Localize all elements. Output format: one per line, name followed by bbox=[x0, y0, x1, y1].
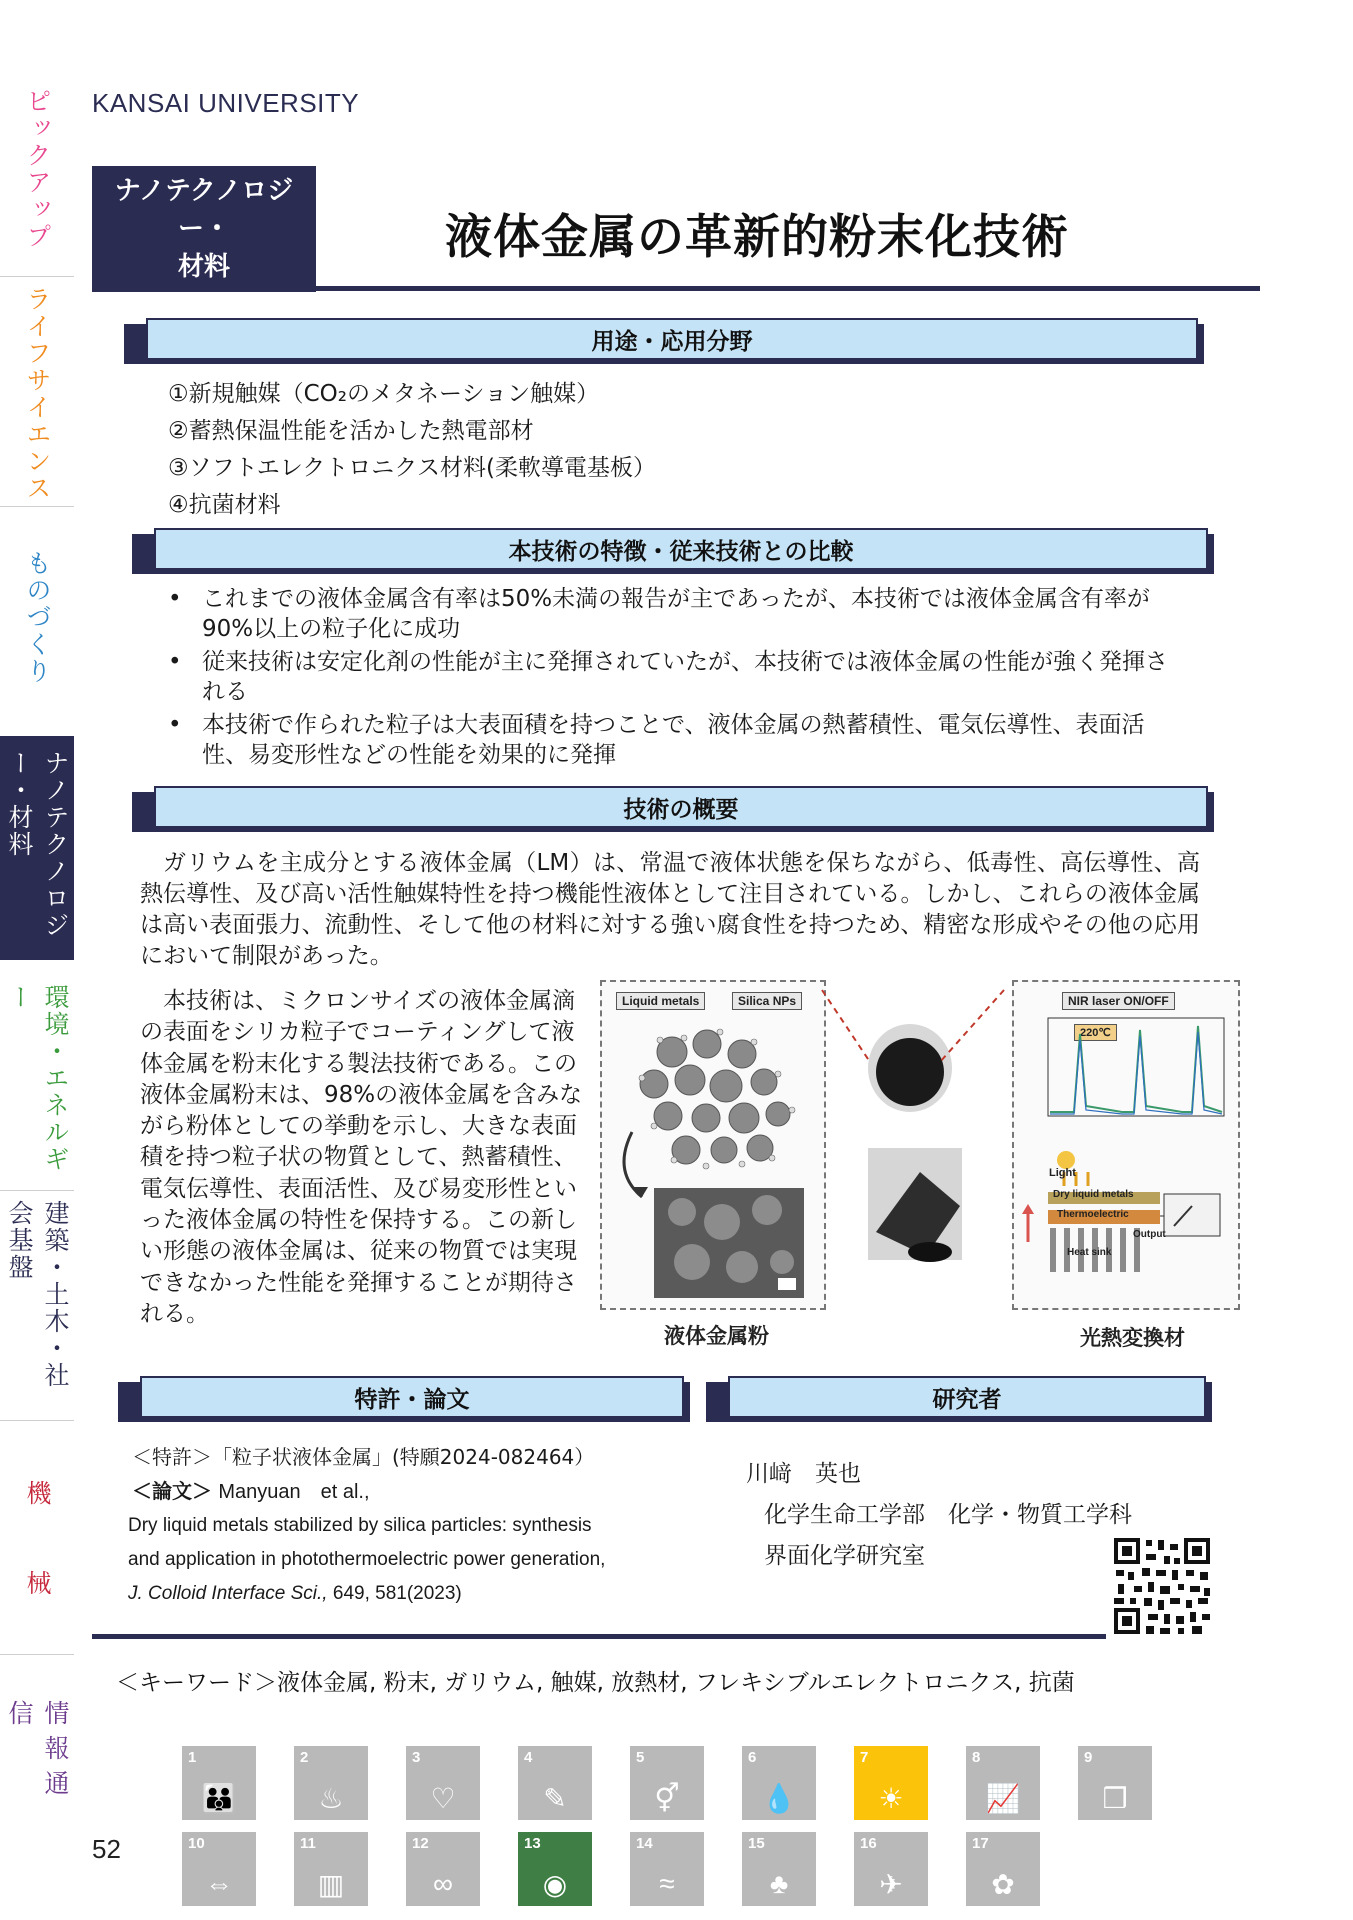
figure-label-thermoelectric: Thermoelectric bbox=[1057, 1209, 1129, 1220]
side-divider bbox=[0, 276, 74, 277]
category-line2: 材料 bbox=[177, 252, 230, 282]
sdg-number: 9 bbox=[1084, 1749, 1093, 1766]
side-tab-label: ナノテクノロジー・材料 bbox=[5, 750, 70, 939]
researcher-block bbox=[746, 1454, 1132, 1577]
side-divider bbox=[0, 1420, 74, 1421]
figure-caption-right: 光熱変換材 bbox=[1080, 1326, 1185, 1350]
list-item: • これまでの液体金属含有率は50%未満の報告が主であったが、本技術では液体金属含有率が90%以上の粒子化に成功 bbox=[168, 584, 1168, 644]
side-tab-label: 機 械 bbox=[23, 1480, 52, 1615]
overview-paragraph-2: 本技術は、ミクロンサイズの液体金属滴の表面をシリカ粒子でコーティングして液体金属を粉末化する製法技術である。この液体金属粉末は、98%の液体金属を含みながら粉体としての挙動を示し、大きな表面積を持つ粒子状の物質として、熱蓄積性、電気伝導性、表面活性、及び易変形性といった液体金属の特性を保持する。この新しい形態の液体金属は、従来の物質では実現できなかった性能を発揮することが期待される。 bbox=[140, 988, 583, 1327]
sdg-4 bbox=[518, 1746, 592, 1820]
sdg-number: 14 bbox=[636, 1835, 653, 1852]
paper-journal-detail: 649, 581(2023) bbox=[327, 1583, 462, 1604]
figure-label-silica: Silica NPs bbox=[732, 992, 802, 1010]
sdg-14 bbox=[630, 1832, 704, 1906]
equality-icon: ⇔ bbox=[205, 1868, 233, 1899]
sdg-7 bbox=[854, 1746, 928, 1820]
section-applications-heading bbox=[124, 318, 1204, 358]
list-item: ③ソフトエレクトロニクス材料(柔軟導電基板） bbox=[168, 455, 656, 481]
sdg-13 bbox=[518, 1832, 592, 1906]
paper-journal-line bbox=[128, 1577, 708, 1611]
sdg-number: 2 bbox=[300, 1749, 309, 1766]
section-heading-text: 研究者 bbox=[728, 1376, 1206, 1418]
sdg-number: 13 bbox=[524, 1835, 541, 1852]
applications-list bbox=[168, 376, 656, 524]
figure-label-dry: Dry liquid metals bbox=[1053, 1189, 1134, 1200]
side-divider bbox=[0, 1654, 74, 1655]
figure-label-output: Output bbox=[1133, 1229, 1166, 1240]
figure-panel-photothermal bbox=[1012, 980, 1240, 1310]
section-heading-text: 用途・応用分野 bbox=[146, 318, 1198, 360]
category-box bbox=[92, 166, 316, 292]
page-title: 液体金属の革新的粉末化技術 bbox=[445, 210, 1069, 265]
section-patents-heading bbox=[118, 1376, 690, 1416]
list-item: ④抗菌材料 bbox=[168, 492, 281, 518]
sdg-1 bbox=[182, 1746, 256, 1820]
sdg-16 bbox=[854, 1832, 928, 1906]
list-item: ②蓄熱保温性能を活かした熱電部材 bbox=[168, 418, 534, 444]
sdg-number: 3 bbox=[412, 1749, 421, 1766]
side-tab-lifescience[interactable] bbox=[0, 286, 74, 526]
list-item: ①新規触媒（CO₂のメタネーション触媒） bbox=[168, 381, 600, 407]
figure-label-heatsink: Heat sink bbox=[1067, 1247, 1112, 1258]
researcher-name: 川﨑 英也 bbox=[746, 1461, 861, 1487]
figure-label-nir: NIR laser ON/OFF bbox=[1062, 992, 1175, 1010]
sdg-8 bbox=[966, 1746, 1040, 1820]
side-tab-ict[interactable] bbox=[0, 1700, 74, 1820]
side-tab-monozukuri[interactable] bbox=[0, 550, 74, 730]
sdg-12 bbox=[406, 1832, 480, 1906]
category-line1: ナノテクノロジー・ bbox=[114, 176, 294, 244]
side-tab-label: ピックアップ bbox=[23, 88, 52, 250]
qr-code-icon[interactable] bbox=[1112, 1536, 1212, 1636]
paper-title-2: and application in photothermoelectric power generation, bbox=[128, 1549, 606, 1570]
patents-block bbox=[128, 1440, 708, 1611]
features-list bbox=[168, 584, 1168, 773]
sdg-number: 10 bbox=[188, 1835, 205, 1852]
bottom-rule bbox=[92, 1634, 1106, 1639]
sdg-number: 8 bbox=[972, 1749, 981, 1766]
section-researcher-heading bbox=[706, 1376, 1212, 1416]
sdg-10 bbox=[182, 1832, 256, 1906]
figure-label-temp: 220℃ bbox=[1074, 1024, 1117, 1041]
side-tab-pickup[interactable] bbox=[0, 88, 74, 288]
sdg-15 bbox=[742, 1832, 816, 1906]
figure-label-liquid-metals: Liquid metals bbox=[616, 992, 705, 1010]
paper-title-1: Dry liquid metals stabilized by silica particles: synthesis bbox=[128, 1515, 592, 1536]
sdg-number: 16 bbox=[860, 1835, 877, 1852]
side-tabs bbox=[0, 60, 74, 1820]
heartbeat-icon: ♡ bbox=[430, 1783, 456, 1814]
sdg-number: 11 bbox=[300, 1835, 316, 1852]
sdg-6 bbox=[742, 1746, 816, 1820]
section-heading-text: 技術の概要 bbox=[154, 786, 1208, 828]
sun-icon: ☀ bbox=[878, 1783, 904, 1814]
sdg-11 bbox=[294, 1832, 368, 1906]
section-heading-text: 本技術の特徴・従来技術との比較 bbox=[154, 528, 1208, 570]
side-divider bbox=[0, 506, 74, 507]
paper-line bbox=[128, 1474, 708, 1509]
bowl-icon: ♨ bbox=[318, 1783, 344, 1814]
side-tab-label: ものづくり bbox=[23, 550, 52, 685]
dove-icon: ✈ bbox=[879, 1869, 903, 1900]
tree-icon: ♣ bbox=[769, 1868, 789, 1899]
section-heading-text: 特許・論文 bbox=[140, 1376, 684, 1418]
overview-paragraph-1: ガリウムを主成分とする液体金属（LM）は、常温で液体状態を保ちながら、低毒性、高伝導性、高熱伝導性、及び高い活性触媒特性を持つ機能性液体として注目されている。しかし、これらの液体金属は高い表面張力、流動性、そして他の材料に対する強い腐食性を持つため、精密な形成やその他の応用において制限があった。 bbox=[140, 850, 1200, 969]
sdg-number: 5 bbox=[636, 1749, 645, 1766]
side-tab-label: 情報通信 bbox=[5, 1700, 70, 1805]
researcher-lab: 界面化学研究室 bbox=[764, 1543, 925, 1569]
figure-caption-left: 液体金属粉 bbox=[664, 1324, 769, 1348]
section-features-heading bbox=[132, 528, 1214, 568]
cubes-icon: ❒ bbox=[1102, 1783, 1128, 1814]
figure-label-light: Light bbox=[1049, 1167, 1076, 1179]
flower-icon: ✿ bbox=[991, 1869, 1015, 1900]
side-tab-architecture[interactable] bbox=[0, 1200, 74, 1400]
university-name: KANSAI UNIVERSITY bbox=[92, 88, 360, 118]
side-tab-label: ライフサイエンス bbox=[23, 286, 52, 502]
sdg-5 bbox=[630, 1746, 704, 1820]
buildings-icon: ▥ bbox=[317, 1869, 345, 1900]
fish-icon: ≈ bbox=[659, 1868, 675, 1899]
side-tab-nanotech[interactable] bbox=[0, 736, 74, 960]
paper-authors: Manyuan et al., bbox=[218, 1481, 370, 1503]
patent-line: ＜特許＞「粒子状液体金属」(特願2024-082464） bbox=[132, 1445, 595, 1469]
infinity-icon: ∞ bbox=[433, 1868, 453, 1899]
water-icon: 💧 bbox=[761, 1783, 797, 1814]
side-tab-environment[interactable] bbox=[0, 984, 74, 1184]
paper-label: ＜論文＞ bbox=[132, 1479, 212, 1503]
page-number: 52 bbox=[92, 1834, 121, 1864]
sdg-number: 17 bbox=[972, 1835, 989, 1852]
paper-journal: J. Colloid Interface Sci., bbox=[128, 1583, 328, 1604]
researcher-dept: 化学生命工学部 化学・物質工学科 bbox=[764, 1502, 1132, 1528]
growth-chart-icon: 📈 bbox=[985, 1783, 1021, 1814]
side-divider bbox=[0, 1190, 74, 1191]
eye-globe-icon: ◉ bbox=[542, 1869, 568, 1900]
figure bbox=[600, 980, 1240, 1350]
sdg-3 bbox=[406, 1746, 480, 1820]
book-icon: ✎ bbox=[543, 1783, 567, 1814]
sdg-number: 7 bbox=[860, 1749, 869, 1766]
side-tab-label: 建築・土木・社会基盤 bbox=[5, 1200, 70, 1389]
sdg-number: 4 bbox=[524, 1749, 533, 1766]
list-item: • 従来技術は安定化剤の性能が主に発揮されていたが、本技術では液体金属の性能が強く発揮される bbox=[168, 647, 1168, 707]
temperature-trace-image bbox=[1014, 982, 1238, 1308]
side-tab-label: 環境・エネルギー bbox=[5, 984, 70, 1173]
sdg-9 bbox=[1078, 1746, 1152, 1820]
gender-icon: ⚥ bbox=[654, 1783, 680, 1814]
title-rule bbox=[92, 286, 1260, 291]
sdg-number: 15 bbox=[748, 1835, 765, 1852]
family-icon: 👪 bbox=[201, 1783, 237, 1814]
list-item: • 本技術で作られた粒子は大表面積を持つことで、液体金属の熱蓄積性、電気伝導性、表面活性、易変形性などの性能を効果的に発揮 bbox=[168, 710, 1168, 770]
sdg-2 bbox=[294, 1746, 368, 1820]
side-tab-mechanical[interactable] bbox=[0, 1480, 74, 1640]
keywords: ＜キーワード＞液体金属, 粉末, ガリウム, 触媒, 放熱材, フレキシブルエレクトロニクス, 抗菌 bbox=[116, 1670, 1075, 1696]
sdg-number: 12 bbox=[412, 1835, 429, 1852]
sdg-17 bbox=[966, 1832, 1040, 1906]
sdg-number: 6 bbox=[748, 1749, 757, 1766]
sdg-number: 1 bbox=[188, 1749, 197, 1766]
section-overview-heading bbox=[132, 786, 1214, 826]
